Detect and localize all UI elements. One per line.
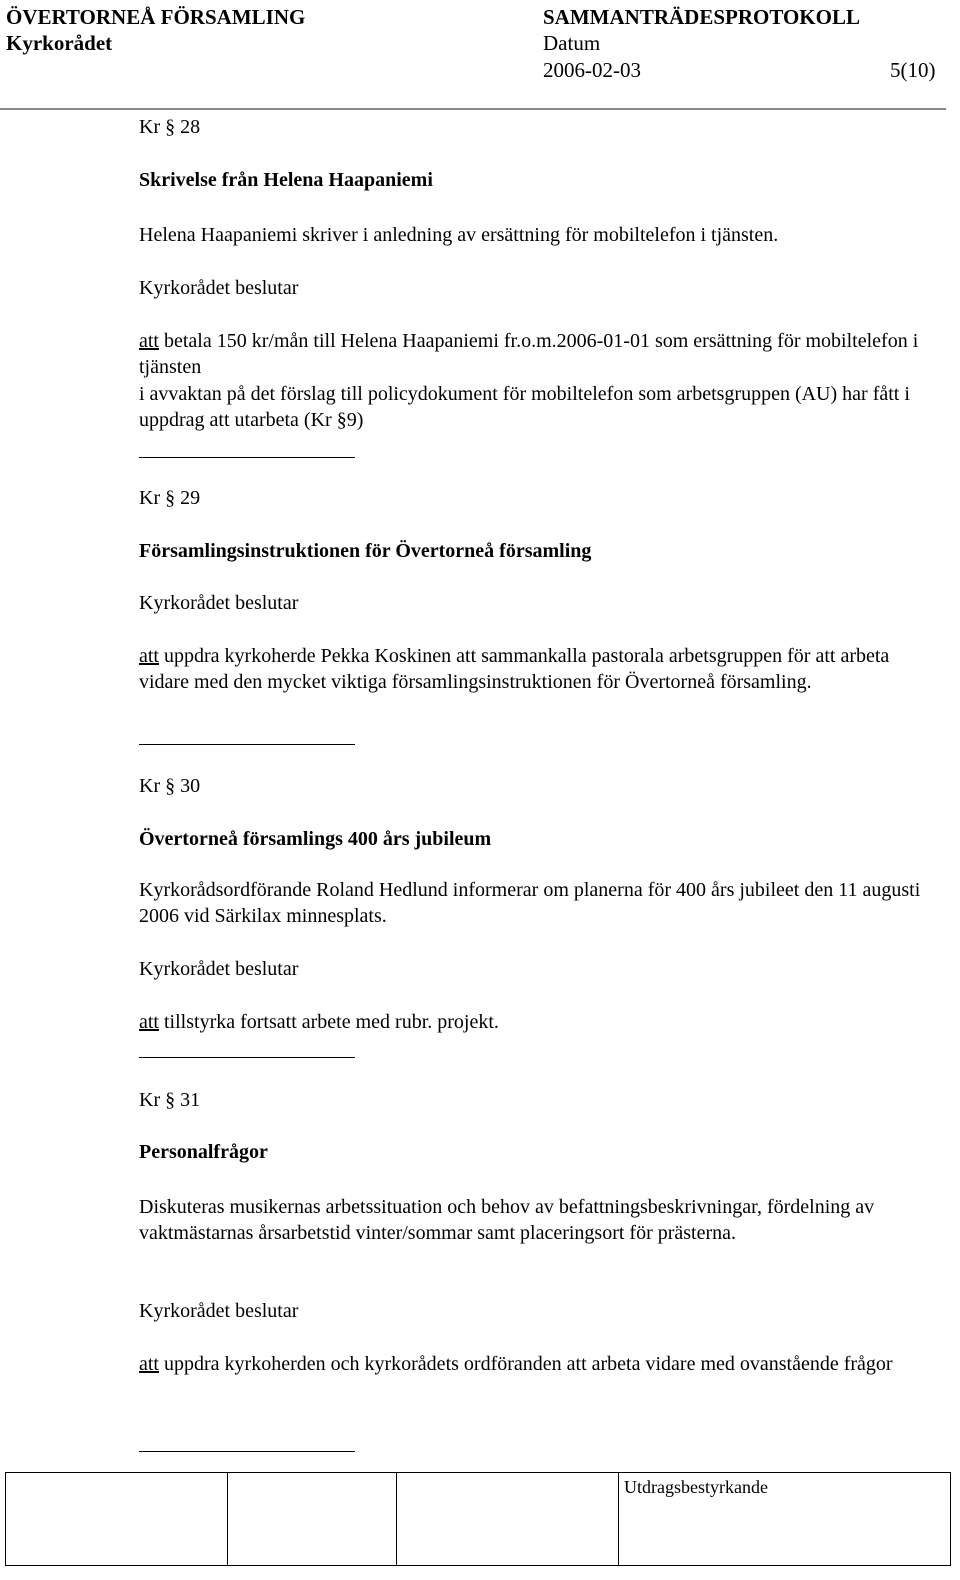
decision-label: Kyrkorådet beslutar — [139, 277, 299, 299]
decision-text — [139, 1351, 944, 1377]
org-name: ÖVERTORNEÅ FÖRSAMLING — [6, 5, 306, 29]
meeting-date: 2006-02-03 — [543, 58, 641, 82]
section-divider — [139, 1057, 355, 1058]
item-title: Församlingsinstruktionen för Övertorneå församling — [139, 540, 592, 562]
decision-label: Kyrkorådet beslutar — [139, 592, 299, 614]
att-word: att — [139, 1011, 159, 1033]
item-number: Kr § 30 — [139, 775, 201, 797]
section-divider — [139, 1451, 355, 1452]
att-word: att — [139, 645, 159, 667]
item-text: Diskuteras musikernas arbetssituation och behov av befattningsbeskrivningar, fördelning av vaktmästarnas årsarbetstid vinter/sommar samt placeringsort för prästerna. — [139, 1196, 875, 1244]
document-type: SAMMANTRÄDESPROTOKOLL — [543, 5, 860, 29]
decision-label: Kyrkorådet beslutar — [139, 1300, 299, 1322]
decision-text — [139, 328, 944, 380]
header-divider — [0, 108, 946, 110]
decision-body: uppdra kyrkoherde Pekka Koskinen att sammankalla pastorala arbetsgruppen för att arbeta vidare med den mycket viktiga församlingsinstruktionen för Övertorneå församling. — [139, 645, 890, 693]
decision-continuation: i avvaktan på det förslag till policydokument för mobiltelefon som arbetsgruppen (AU) har fått i uppdrag att utarbeta (Kr §9) — [139, 383, 910, 431]
decision-label: Kyrkorådet beslutar — [139, 958, 299, 980]
item-title: Personalfrågor — [139, 1141, 268, 1163]
item-title: Övertorneå församlings 400 års jubileum — [139, 828, 492, 850]
signature-cell-divider — [396, 1473, 397, 1565]
item-text: Helena Haapaniemi skriver i anledning av ersättning för mobiltelefon i tjänsten. — [139, 224, 779, 246]
section-divider — [139, 744, 355, 745]
extract-certification-label: Utdragsbestyrkande — [624, 1477, 768, 1497]
body-name: Kyrkorådet — [6, 31, 113, 55]
decision-text — [139, 643, 944, 695]
decision-body: uppdra kyrkoherden och kyrkorådets ordföranden att arbeta vidare med ovanstående frågor — [159, 1353, 893, 1375]
page-number: 5(10) — [890, 58, 936, 82]
decision-body: tillstyrka fortsatt arbete med rubr. projekt. — [159, 1011, 499, 1033]
item-number: Kr § 31 — [139, 1089, 201, 1111]
signature-cell-divider — [227, 1473, 228, 1565]
signature-cell-divider — [618, 1473, 619, 1565]
signature-table — [5, 1472, 951, 1566]
item-number: Kr § 29 — [139, 487, 201, 509]
item-number: Kr § 28 — [139, 116, 201, 138]
item-text: Kyrkorådsordförande Roland Hedlund informerar om planerna för 400 års jubileet den 11 augusti 2006 vid Särkilax minnesplats. — [139, 879, 921, 927]
decision-text — [139, 1009, 944, 1035]
decision-body: betala 150 kr/mån till Helena Haapaniemi fr.o.m.2006-01-01 som ersättning för mobiltelefon i tjänsten — [139, 330, 919, 378]
date-label: Datum — [543, 31, 601, 55]
att-word: att — [139, 330, 159, 352]
section-divider — [139, 457, 355, 458]
item-title: Skrivelse från Helena Haapaniemi — [139, 169, 433, 191]
att-word: att — [139, 1353, 159, 1375]
